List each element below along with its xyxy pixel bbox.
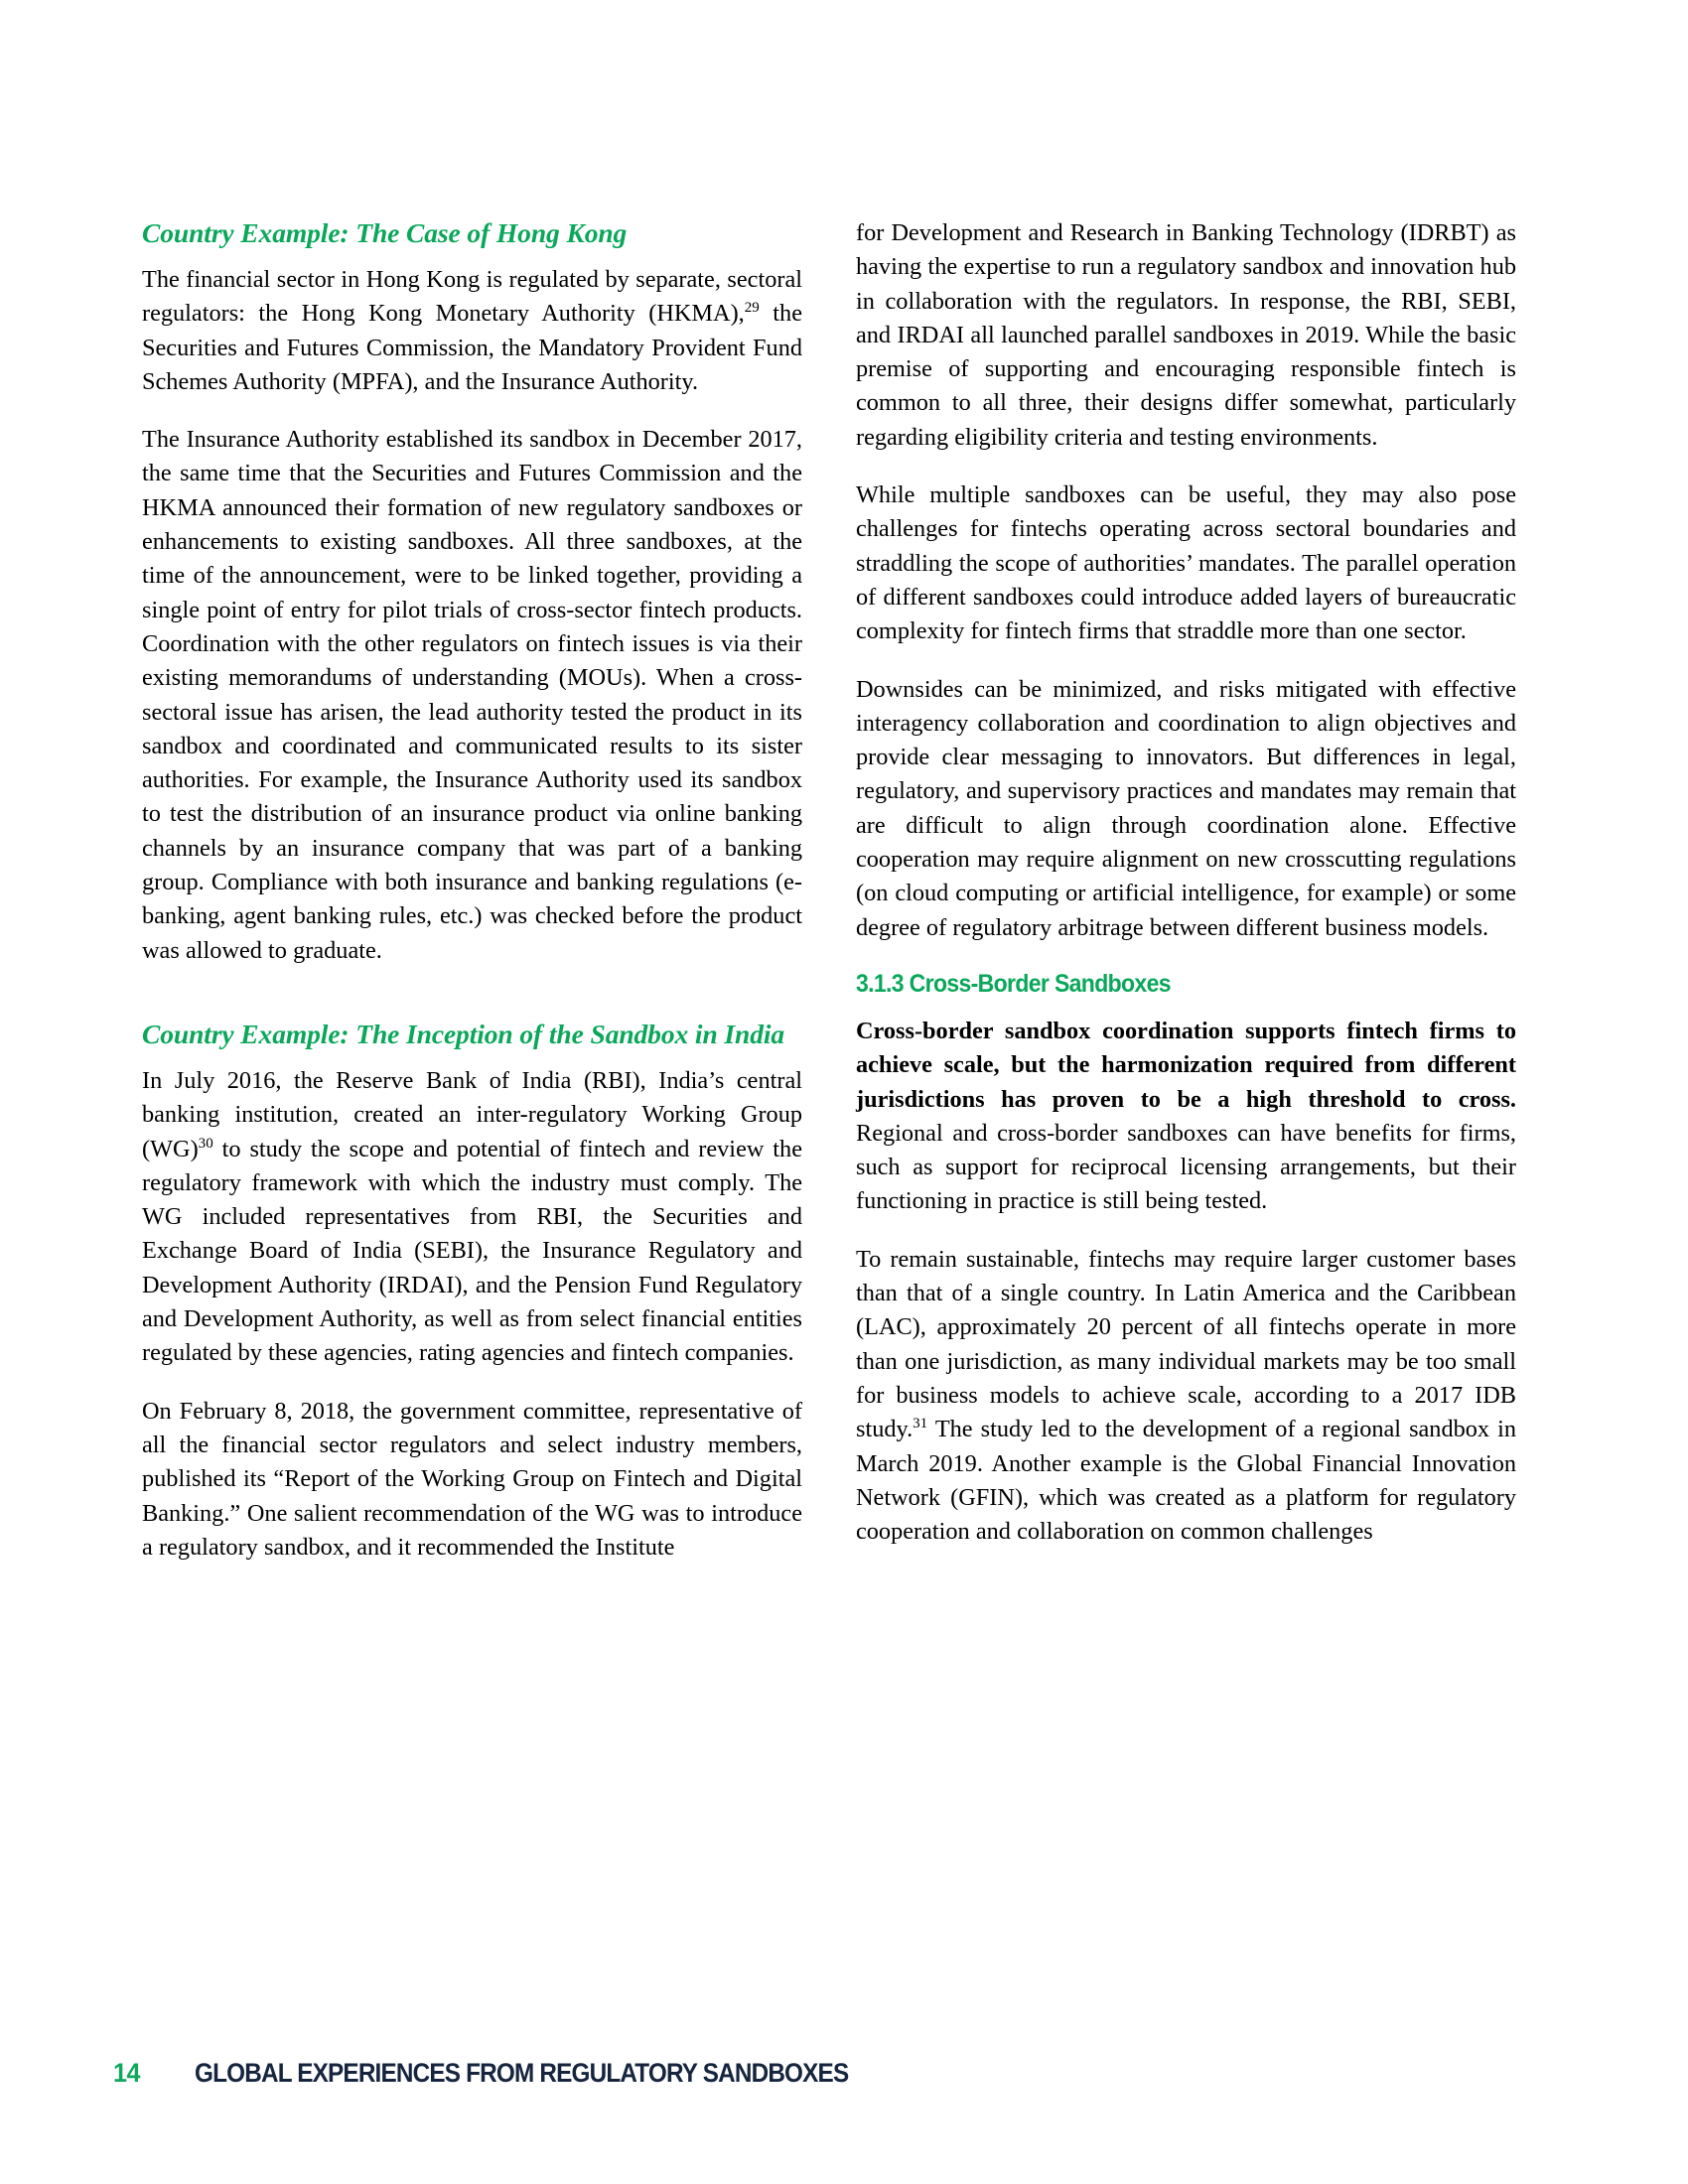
paragraph-text-part-b: to study the scope and potential of fintech and review the regulatory framework with which the industry must comply. The WG included representatives from RBI, the Securities and Exchange Board of India (SEBI), the Insurance Regulatory and Development Authority (IRDAI), and the Pension Fund Regulatory and Development Authority, as well as from select financial entities regulated by these agencies, rating agencies and fintech companies.	[142, 1135, 802, 1367]
footer-page-number: 14	[113, 2058, 141, 2088]
heading-spacer	[142, 992, 802, 1018]
heading-section-3-1-3-cross-border-sandboxes: 3.1.3 Cross-Border Sandboxes	[856, 969, 1171, 998]
paragraph-text-part-a: The financial sector in Hong Kong is regulated by separate, sectoral regulators: the Hong Kong Monetary Authority (HKMA),	[142, 266, 802, 328]
page-footer	[0, 2058, 1688, 2104]
footer-document-title: GLOBAL EXPERIENCES FROM REGULATORY SANDBOXES	[195, 2058, 849, 2088]
two-column-body	[142, 216, 1516, 1944]
footnote-marker-29: 29	[744, 300, 760, 317]
paragraph-text-part-a: To remain sustainable, fintechs may require larger customer bases than that of a single country. In Latin America and the Caribbean (LAC), approximately 20 percent of all fintechs operate in more than one jurisdiction, as many individual markets may be too small for business models to achieve scale, according to a 2017 IDB study.	[856, 1245, 1516, 1443]
footnote-marker-30: 30	[198, 1135, 213, 1152]
paragraph-text-part-b: the Securities and Futures Commission, the Mandatory Provident Fund Schemes Authority (MPFA), and the Insurance Authority.	[142, 300, 802, 395]
paragraph-cross-border-coordination	[856, 1015, 1516, 1219]
paragraph-government-committee-report: On February 8, 2018, the government committee, representative of all the financial sector regulators and select industry members, published its “Report of the Working Group on Fintech and Digital Banking.” One salient recommendation of the WG was to introduce a regulatory sandbox, and it recommended the Institute	[142, 1397, 802, 1561]
paragraph-multiple-sandboxes-challenges: While multiple sandboxes can be useful, they may also pose challenges for fintechs operating across sectoral boundaries and straddling the scope of authorities’ mandates. The parallel operation of different sandboxes could introduce added layers of bureaucratic complexity for fintech firms that straddle more than one sector.	[856, 481, 1516, 645]
lead-sentence-bold: Cross-border sandbox coordination supports fintech firms to achieve scale, but the harmonization required from different jurisdictions has proven to be a high threshold to cross.	[856, 1017, 1516, 1113]
paragraph-text-part-b: The study led to the development of a regional sandbox in March 2019. Another example is the Global Financial Innovation Network (GFIN), which was created as a platform for regulatory cooperation and collaboration on common challenges	[856, 1416, 1516, 1546]
paragraph-text-part-a: In July 2016, the Reserve Bank of India (RBI), India’s central banking institution, created an inter-regulatory Working Group (WG)	[142, 1066, 802, 1162]
left-column	[142, 216, 802, 1565]
lead-sentence-rest: Regional and cross-border sandboxes can have benefits for firms, such as support for reciprocal licensing arrangements, but their functioning in practice is still being tested.	[856, 1119, 1516, 1215]
paragraph-lac-fintech-scale	[856, 1243, 1516, 1550]
paragraph-insurance-authority-sandbox: The Insurance Authority established its sandbox in December 2017, the same time that the Securities and Futures Commission and the HKMA announced their formation of new regulatory sandboxes or enhancements to existing sandboxes. All three sandboxes, at the time of the announcement, were to be linked together, providing a single point of entry for pilot trials of cross-sector fintech products. Coordination with the other regulators on fintech issues is via their existing memorandums of understanding (MOUs). When a cross-sectoral issue has arisen, the lead authority tested the product in its sandbox and coordinated and communicated results to its sister authorities. For example, the Insurance Authority used its sandbox to test the distribution of an insurance product via online banking channels by an insurance company that was part of a banking group. Compliance with both insurance and banking regulations (e-banking, agent banking rules, etc.) was checked before the product was allowed to graduate.	[142, 426, 802, 964]
paragraph-hong-kong-regulators	[142, 263, 802, 399]
paragraph-downsides-minimized: Downsides can be minimized, and risks mitigated with effective interagency collaboration and coordination to align objectives and provide clear messaging to innovators. But differences in legal, regulatory, and supervisory practices and mandates may remain that are difficult to align through coordination alone. Effective cooperation may require alignment on new crosscutting regulations (on cloud computing or artificial intelligence, for example) or some degree of regulatory arbitrage between different business models.	[856, 675, 1516, 941]
paragraph-rbi-working-group	[142, 1064, 802, 1371]
right-column	[856, 216, 1516, 1549]
paragraph-idrbt-parallel-sandboxes: for Development and Research in Banking Technology (IDRBT) as having the expertise to run a regulatory sandbox and innovation hub in collaboration with the regulators. In response, the RBI, SEBI, and IRDAI all launched parallel sandboxes in 2019. While the basic premise of supporting and encouraging responsible fintech is common to all three, their designs differ somewhat, particularly regarding eligibility criteria and testing environments.	[856, 219, 1516, 451]
footnote-marker-31: 31	[913, 1416, 928, 1433]
heading-country-example-india: Country Example: The Inception of the Sandbox in India	[142, 1018, 785, 1049]
heading-country-example-hong-kong: Country Example: The Case of Hong Kong	[142, 217, 628, 248]
